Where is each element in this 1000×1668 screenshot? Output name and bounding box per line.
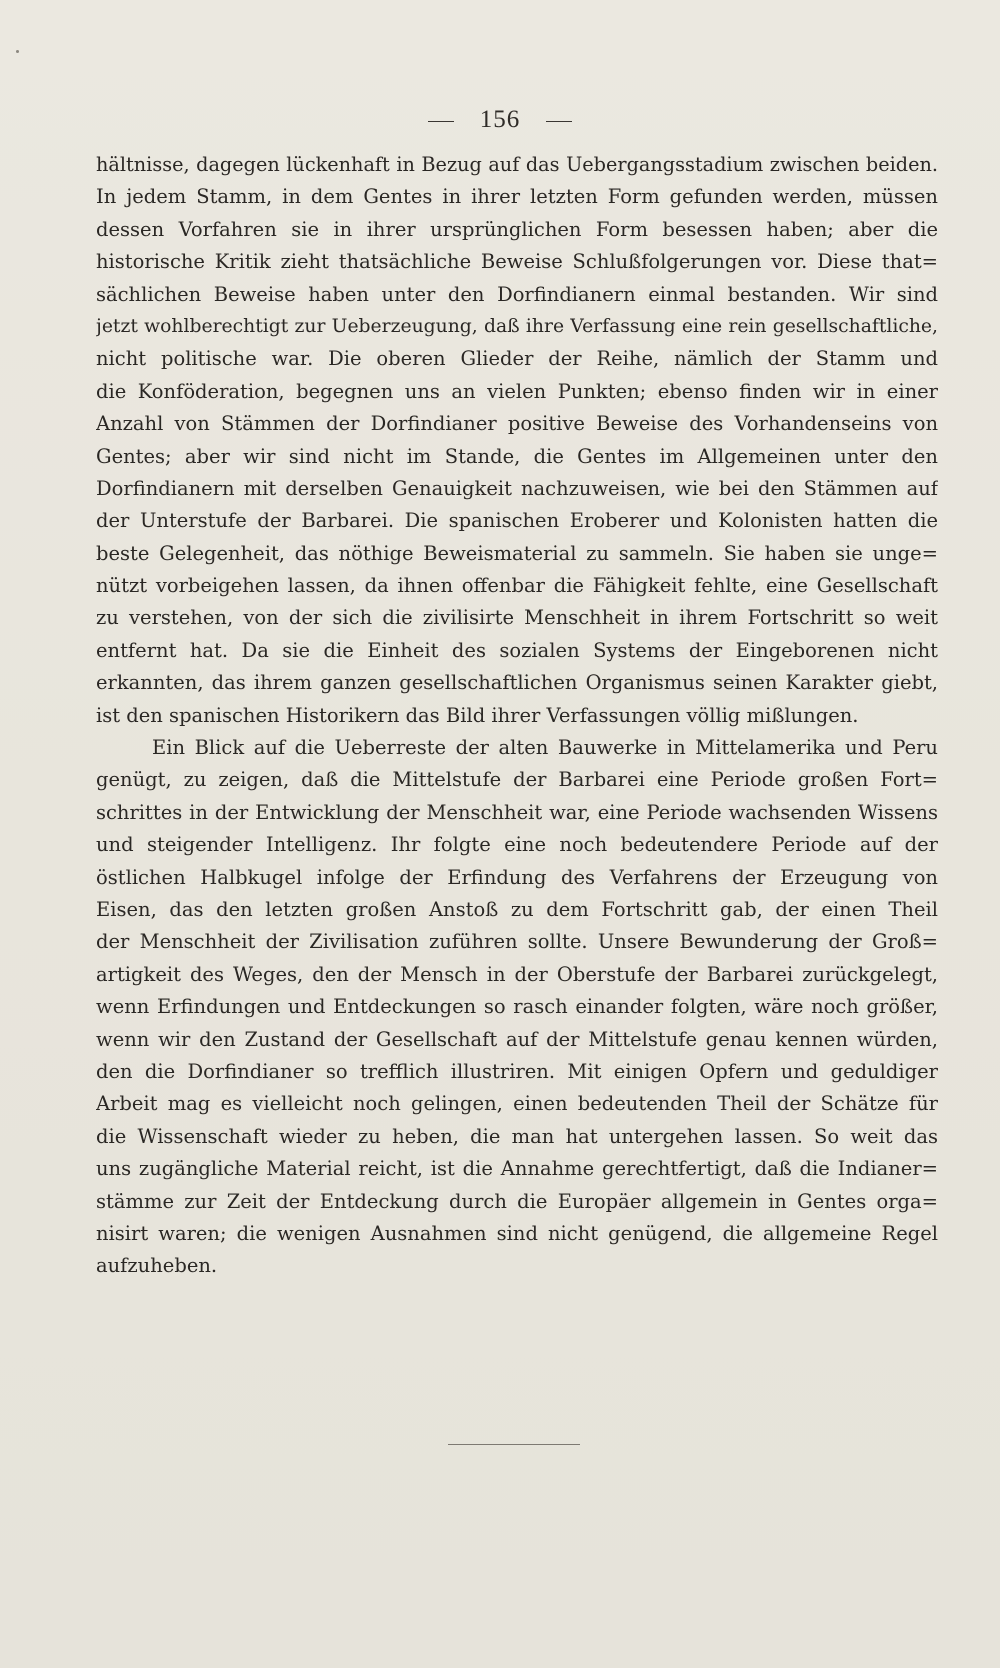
page-number-value: 156 [479, 106, 521, 133]
page-number-dash-left [428, 121, 454, 122]
text-line: der Unterstufe der Barbarei. Die spanischen Eroberer und Kolonisten hatten die [96, 509, 938, 533]
text-line: Gentes; aber wir sind nicht im Stande, die Gentes im Allgemeinen unter den [96, 444, 938, 468]
text-line: hältnisse, dagegen lückenhaft in Bezug auf das Uebergangsstadium zwischen beiden. [96, 153, 938, 176]
text-line: stämme zur Zeit der Entdeckung durch die Europäer allgemein in Gentes orga= [96, 1189, 938, 1213]
text-line: die Konföderation, begegnen uns an vielen Punkten; ebenso finden wir in einer [96, 379, 938, 403]
text-line: entfernt hat. Da sie die Einheit des sozialen Systems der Eingeborenen nicht [96, 638, 938, 662]
text-line: wenn wir den Zustand der Gesellschaft auf der Mittelstufe genau kennen würden, [96, 1027, 938, 1051]
text-line: Dorfindianern mit derselben Genauigkeit nachzuweisen, wie bei den Stämmen auf [96, 476, 938, 500]
text-line: Eisen, das den letzten großen Anstoß zu dem Fortschritt gab, der einen Theil [96, 897, 938, 921]
text-line: zu verstehen, von der sich die zivilisirte Menschheit in ihrem Fortschritt so weit [96, 606, 938, 630]
text-line: dessen Vorfahren sie in ihrer ursprünglichen Form besessen haben; aber die [96, 217, 938, 241]
text-line: In jedem Stamm, in dem Gentes in ihrer letzten Form gefunden werden, müssen [96, 185, 938, 209]
text-line: Ein Blick auf die Ueberreste der alten Bauwerke in Mittelamerika und Peru [152, 736, 938, 760]
page-number-dash-right [546, 121, 572, 122]
page-number [0, 106, 1000, 134]
text-line: der Menschheit der Zivilisation zuführen sollte. Unsere Bewunderung der Groß= [96, 930, 938, 954]
text-line: artigkeit des Weges, den der Mensch in der Oberstufe der Barbarei zurückgelegt, [96, 962, 938, 986]
text-line: Arbeit mag es vielleicht noch gelingen, einen bedeutenden Theil der Schätze für [96, 1092, 938, 1116]
page-speck [16, 50, 19, 53]
text-line: historische Kritik zieht thatsächliche Beweise Schlußfolgerungen vor. Diese that= [96, 250, 938, 274]
text-line: erkannten, das ihrem ganzen gesellschaftlichen Organismus seinen Karakter giebt, [96, 671, 938, 695]
text-line: schrittes in der Entwicklung der Menschheit war, eine Periode wachsenden Wissens [96, 800, 938, 824]
text-line: die Wissenschaft wieder zu heben, die man hat untergehen lassen. So weit das [96, 1124, 938, 1148]
text-line: nicht politische war. Die oberen Glieder der Reihe, nämlich der Stamm und [96, 347, 938, 371]
text-line: genügt, zu zeigen, daß die Mittelstufe der Barbarei eine Periode großen Fort= [96, 768, 938, 792]
text-line: sächlichen Beweise haben unter den Dorfindianern einmal bestanden. Wir sind [96, 282, 938, 306]
text-line: aufzuheben. [96, 1254, 218, 1278]
text-line: ist den spanischen Historikern das Bild ihrer Verfassungen völlig mißlungen. [96, 703, 859, 727]
text-line: nützt vorbeigehen lassen, da ihnen offenbar die Fähigkeit fehlte, eine Gesellschaft [96, 574, 938, 598]
text-line: jetzt wohlberechtigt zur Ueberzeugung, daß ihre Verfassung eine rein gesellschaftliche, [96, 315, 938, 337]
text-line: beste Gelegenheit, das nöthige Beweismaterial zu sammeln. Sie haben sie unge= [96, 541, 938, 565]
text-line: östlichen Halbkugel infolge der Erfindung des Verfahrens der Erzeugung von [96, 865, 938, 889]
text-line: und steigender Intelligenz. Ihr folgte eine noch bedeutendere Periode auf der [96, 833, 938, 857]
body-text [96, 149, 938, 1283]
text-line: uns zugängliche Material reicht, ist die Annahme gerechtfertigt, daß die Indianer= [96, 1157, 938, 1181]
footer-rule [448, 1444, 580, 1445]
text-line: Anzahl von Stämmen der Dorfindianer positive Beweise des Vorhandenseins von [96, 412, 938, 436]
text-line: wenn Erfindungen und Entdeckungen so rasch einander folgten, wäre noch größer, [96, 995, 938, 1019]
text-line: den die Dorfindianer so trefflich illustriren. Mit einigen Opfern und geduldiger [96, 1059, 938, 1083]
text-line: nisirt waren; die wenigen Ausnahmen sind nicht genügend, die allgemeine Regel [96, 1221, 938, 1245]
